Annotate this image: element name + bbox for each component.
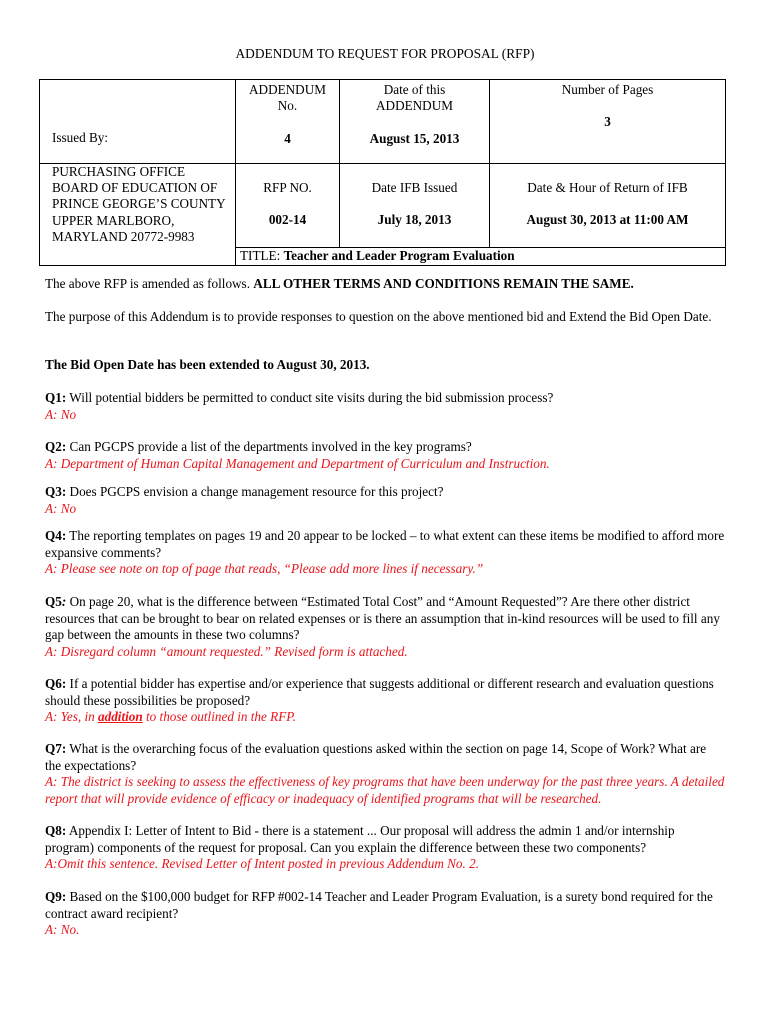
issuer-line-3: PRINCE GEORGE’S COUNTY xyxy=(52,196,226,211)
question-1 xyxy=(45,390,725,423)
question-text: On page 20, what is the difference between “Estimated Total Cost” and “Amount Requested”? Are there other district resources that can be brought to bear on related expenses or is there an assumption that in-kind resources will be used to fill any gap between the amounts in these two columns? xyxy=(45,594,720,642)
question-7 xyxy=(45,741,725,807)
answer-text: A: Department of Human Capital Management and Department of Curriculum and Instruction. xyxy=(45,455,550,471)
question-text: If a potential bidder has expertise and/or experience that suggests additional or different research and evaluation questions should these possibilities be proposed? xyxy=(45,676,714,708)
answer-text: A: The district is seeking to assess the effectiveness of key programs that have been underway for the past three years. A detailed report that will provide evidence of efficacy or inadequacy of identified programs that will be researched. xyxy=(45,774,725,806)
purpose-statement: The purpose of this Addendum is to provide responses to question on the above mentioned bid and Extend the Bid Open Date. xyxy=(45,309,712,324)
question-2 xyxy=(45,439,725,472)
question-label: Q8: xyxy=(45,823,67,838)
addendum-date-cell xyxy=(340,80,490,164)
ifb-issued-cell xyxy=(340,164,490,248)
answer-text: A: Please see note on top of page that reads, “Please add more lines if necessary.” xyxy=(45,561,484,576)
question-label: Q1: xyxy=(45,390,67,405)
amended-bold: ALL OTHER TERMS AND CONDITIONS REMAIN THE SAME. xyxy=(253,276,634,291)
issuer-line-1: PURCHASING OFFICE xyxy=(52,164,186,179)
answer-text: A: Disregard column “amount requested.” Revised form is attached. xyxy=(45,643,408,659)
return-date-value: August 30, 2013 at 11:00 AM xyxy=(526,212,689,227)
return-date-cell xyxy=(490,164,726,248)
question-9 xyxy=(45,889,725,939)
issuer-line-4: UPPER MARLBORO, xyxy=(52,213,175,228)
question-label: Q3: xyxy=(45,484,67,499)
answer-suffix: to those outlined in the RFP. xyxy=(142,709,296,724)
addendum-date-label-2: ADDENDUM xyxy=(376,98,453,113)
rfp-no-value: 002-14 xyxy=(268,212,307,227)
extension-statement: The Bid Open Date has been extended to August 30, 2013. xyxy=(45,357,370,372)
question-label: Q5 xyxy=(45,594,62,609)
question-6 xyxy=(45,676,725,726)
answer-text: A: No xyxy=(45,500,77,516)
question-5 xyxy=(45,594,725,660)
issuer-line-5: MARYLAND 20772-9983 xyxy=(52,229,195,244)
addendum-header-table xyxy=(39,79,726,266)
rfp-no-cell xyxy=(236,164,340,248)
question-label: Q6: xyxy=(45,676,67,691)
question-text: Can PGCPS provide a list of the departments involved in the key programs? xyxy=(66,439,472,454)
question-4 xyxy=(45,528,725,578)
question-text: Based on the $100,000 budget for RFP #002-14 Teacher and Leader Program Evaluation, is a surety bond required for the contract award recipient? xyxy=(45,889,713,921)
addendum-no-value: 4 xyxy=(284,131,291,146)
answer-text: A:Omit this sentence. Revised Letter of Intent posted in previous Addendum No. 2. xyxy=(45,856,480,871)
question-3 xyxy=(45,484,725,517)
return-date-label: Date & Hour of Return of IFB xyxy=(527,180,688,195)
ifb-issued-label: Date IFB Issued xyxy=(371,180,458,195)
question-text: Does PGCPS envision a change management resource for this project? xyxy=(66,484,444,499)
issued-by-cell xyxy=(40,80,236,164)
answer-emphasis: addition xyxy=(98,709,143,724)
answer-text xyxy=(45,709,725,726)
issued-by-label: Issued By: xyxy=(52,130,109,145)
answer-prefix: A: Yes, in xyxy=(45,709,98,724)
addendum-no-label-2: No. xyxy=(277,98,298,113)
answer-text: A: No. xyxy=(45,922,80,937)
rfp-title-cell xyxy=(236,248,726,266)
question-label: Q2: xyxy=(45,439,67,454)
question-text: What is the overarching focus of the evaluation questions asked within the section on page 14, Scope of Work? What are the expectations? xyxy=(45,741,707,773)
question-label: Q9: xyxy=(45,889,67,904)
document-title: ADDENDUM TO REQUEST FOR PROPOSAL (RFP) xyxy=(235,46,535,61)
number-of-pages-value: 3 xyxy=(604,114,611,129)
addendum-date-label-1: Date of this xyxy=(383,82,446,97)
question-text: Will potential bidders be permitted to conduct site visits during the bid submission process? xyxy=(66,390,554,405)
issuer-line-2: BOARD OF EDUCATION OF xyxy=(52,180,218,195)
addendum-no-cell xyxy=(236,80,340,164)
rfp-title-value: Teacher and Leader Program Evaluation xyxy=(283,248,515,263)
addendum-no-label-1: ADDENDUM xyxy=(249,82,326,97)
number-of-pages-cell xyxy=(490,80,726,164)
question-label-colon: : xyxy=(61,594,67,609)
rfp-no-label: RFP NO. xyxy=(263,180,312,195)
amended-statement xyxy=(45,276,725,293)
number-of-pages-label: Number of Pages xyxy=(561,82,654,97)
question-text: Appendix I: Letter of Intent to Bid - there is a statement ... Our proposal will address the admin 1 and/or internship program) components of the request for proposal. Can you explain the difference between these two components? xyxy=(45,823,675,855)
question-label: Q7: xyxy=(45,741,67,756)
question-text: The reporting templates on pages 19 and 20 appear to be locked – to what extent can these items be modified to afford more expansive comments? xyxy=(45,528,725,560)
question-8 xyxy=(45,823,725,873)
question-label: Q4: xyxy=(45,528,67,543)
answer-text: A: No xyxy=(45,406,77,422)
addendum-date-value: August 15, 2013 xyxy=(369,131,460,146)
amended-text: The above RFP is amended as follows. xyxy=(45,276,254,291)
ifb-issued-value: July 18, 2013 xyxy=(377,212,452,227)
rfp-title-label: TITLE: xyxy=(240,248,284,263)
issuer-address-cell xyxy=(40,164,236,266)
